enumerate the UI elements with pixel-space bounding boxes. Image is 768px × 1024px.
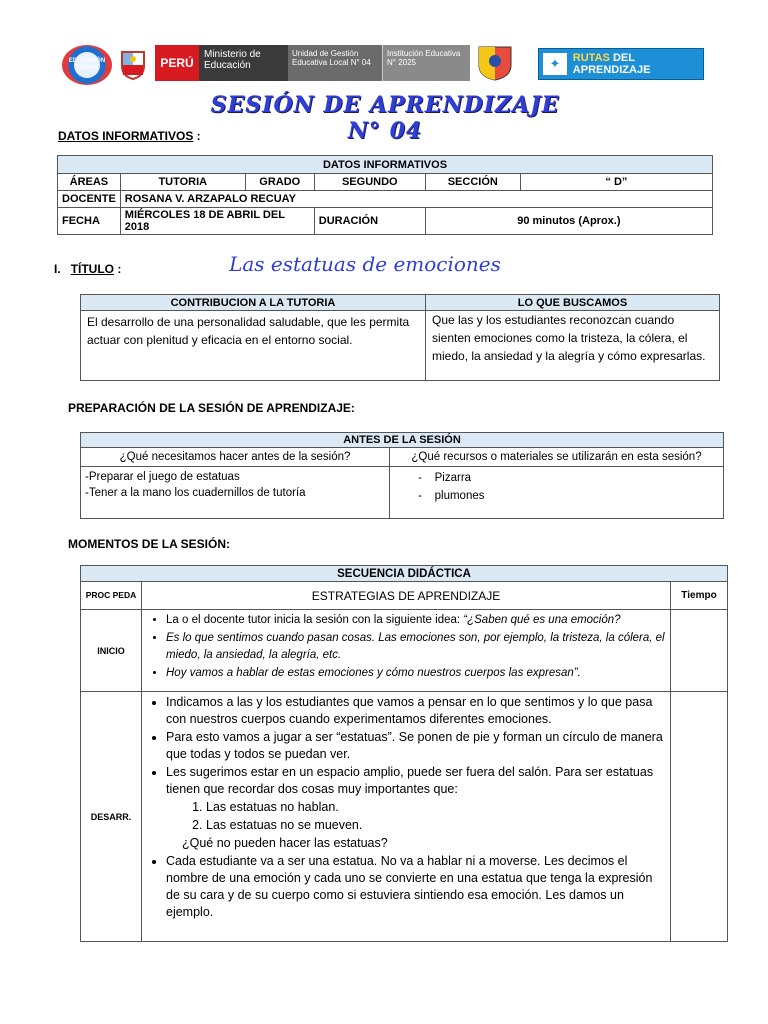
education-logo-text: EDUCACIÓN TODOS <box>68 58 106 71</box>
institucion-label: Institución Educativa N° 2025 <box>382 45 470 81</box>
inicio-item-2: • Es lo que sentimos cuando pasan cosas. Las emociones son, por ejemplo, la tristeza, la cólera, el miedo, la ansiedad, la alegría, etc. <box>166 630 666 664</box>
statues-question: ¿Qué no pueden hacer las estatuas? <box>182 836 388 850</box>
datos-header: DATOS INFORMATIVOS <box>58 156 713 174</box>
rule-1: 1. Las estatuas no hablan. <box>206 799 666 816</box>
ministerio-banner <box>155 45 289 81</box>
areas-value: TUTORIA <box>120 174 245 191</box>
preparacion-label: PREPARACIÓN DE LA SESIÓN DE APRENDIZAJE: <box>68 401 355 415</box>
antes-answer-1 <box>81 467 390 519</box>
titulo-label: I. TÍTULO : <box>54 262 122 276</box>
desarrollo-item-2: • Para esto vamos a jugar a ser “estatuas”. Se ponen de pie y forman un círculo de manera que todas y todos se puedan ver. <box>166 729 666 763</box>
inicio-item-3: • Hoy vamos a hablar de estas emociones y cómo nuestros cuerpos las expresan”. <box>166 665 666 682</box>
peru-label: PERÚ <box>155 45 199 81</box>
datos-section-label: DATOS INFORMATIVOS : <box>58 129 201 143</box>
inicio-item-1: • La o el docente tutor inicia la sesión con la siguiente idea: “¿Saben qué es una emoción? <box>166 612 666 629</box>
education-logo <box>62 45 112 85</box>
antes-table <box>80 432 724 519</box>
peru-coat-of-arms-icon <box>118 48 148 80</box>
contribucion-table <box>80 294 720 381</box>
seccion-label: SECCIÓN <box>425 174 520 191</box>
walking-person-icon: ✦ <box>543 53 567 75</box>
inicio-label: INICIO <box>81 610 142 692</box>
antes-header: ANTES DE LA SESIÓN <box>81 433 724 448</box>
fecha-label: FECHA <box>58 208 121 235</box>
duracion-value: 90 minutos (Aprox.) <box>425 208 712 235</box>
momentos-label: MOMENTOS DE LA SESIÓN: <box>68 537 231 551</box>
buscamos-text: Que las y los estudiantes reconozcan cuando sienten emociones como la tristeza, la cólera, el miedo, la ansiedad y la alegría y cómo expresarlas. <box>426 311 720 381</box>
desarrollo-content <box>142 692 671 942</box>
desarrollo-item-4: • Cada estudiante va a ser una estatua. No va a hablar ni a moverse. Les decimos el nombre de una emoción y cada uno se convierte en una estatua que tenga la expresión de su cara y de su cuerpo como si estuviera sintiendo esa emoción. Les damos un ejemplo. <box>166 853 666 921</box>
contribucion-header: CONTRIBUCION A LA TUTORIA <box>81 295 426 311</box>
grado-value: SEGUNDO <box>314 174 425 191</box>
material-plumones: - plumones <box>418 490 485 502</box>
grado-label: GRADO <box>245 174 314 191</box>
page-title: SESIÓN DE APRENDIZAJE N° 04 <box>210 92 560 144</box>
session-topic: Las estatuas de emociones <box>229 252 501 276</box>
contribucion-text: El desarrollo de una personalidad saludable, que les permita actuar con plenitud y eficacia en el entorno social. <box>81 311 426 381</box>
buscamos-header: LO QUE BUSCAMOS <box>426 295 720 311</box>
fecha-value: MIÉRCOLES 18 DE ABRIL DEL 2018 <box>120 208 314 235</box>
docente-value: ROSANA V. ARZAPALO RECUAY <box>120 191 712 208</box>
inicio-content <box>142 610 671 692</box>
tiempo-header: Tiempo <box>671 582 728 610</box>
secuencia-header: SECUENCIA DIDÁCTICA <box>81 566 728 582</box>
docente-label: DOCENTE <box>58 191 121 208</box>
areas-label: ÁREAS <box>58 174 121 191</box>
rule-2: 2. Las estatuas no se mueven. <box>206 817 666 834</box>
desarrollo-item-3: • Les sugerimos estar en un espacio amplio, puede ser fuera del salón. Para ser estatuas tienen que recordar dos cosas muy importantes que: <box>166 764 666 798</box>
material-pizarra: - Pizarra <box>418 472 472 484</box>
seccion-value: “ D” <box>520 174 712 191</box>
proc-header: PROC PEDA <box>81 582 142 610</box>
antes-answer-1-line-1: -Preparar el juego de estatuas <box>85 471 240 483</box>
duracion-label: DURACIÓN <box>314 208 425 235</box>
ugel-label: Unidad de Gestión Educativa Local N° 04 <box>288 45 382 81</box>
rutas-label: RUTAS DEL APRENDIZAJE <box>572 52 651 76</box>
antes-answer-1-line-2: -Tener a la mano los cuadernillos de tutoría <box>85 487 306 499</box>
antes-question-2: ¿Qué recursos o materiales se utilizarán en esta sesión? <box>390 448 724 467</box>
secuencia-table <box>80 565 728 942</box>
antes-question-1: ¿Qué necesitamos hacer antes de la sesión? <box>81 448 390 467</box>
inicio-tiempo <box>671 610 728 692</box>
antes-answer-2 <box>390 467 724 519</box>
desarrollo-tiempo <box>671 692 728 942</box>
datos-table <box>57 155 713 235</box>
ugel-banner <box>288 45 470 81</box>
school-shield-icon <box>475 45 515 81</box>
rutas-aprendizaje-logo <box>538 48 704 80</box>
desarrollo-item-1: • Indicamos a las y los estudiantes que vamos a pensar en lo que sentimos y lo que pasa con nuestros cuerpos cuando experimentamos diferentes emociones. <box>166 694 666 728</box>
estrategias-header: ESTRATEGIAS DE APRENDIZAJE <box>142 582 671 610</box>
ministerio-label: Ministerio de Educación <box>199 45 289 81</box>
desarrollo-label: DESARR. <box>81 692 142 942</box>
